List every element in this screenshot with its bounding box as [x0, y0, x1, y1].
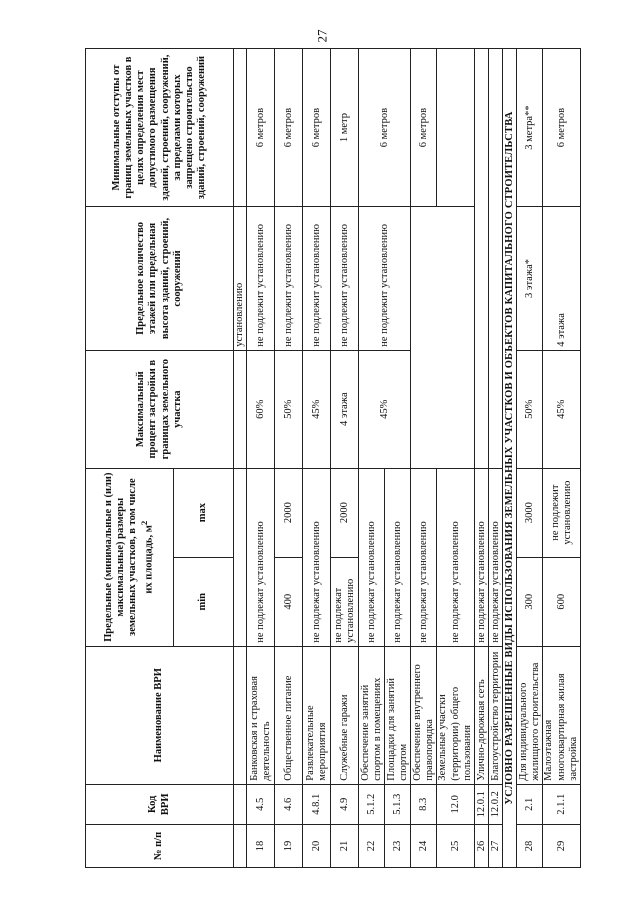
header-setback: Минимальные отступы от границ земельных участков в целях определения мест допустимого размещения зданий, строений, сооружений, за пределами которых запрещено строительство зданий, строений, сооружений: [86, 49, 234, 207]
cell-floors: не подлежит установлению: [331, 207, 359, 351]
header-size-group: Предельные (минимальные и (или) максимальные) размеры земельных участков, в том числе их площадь, $м^2$: [86, 468, 174, 646]
cell-size: не подлежат установлению: [359, 468, 385, 646]
table-row: [247, 49, 275, 868]
table-row: [475, 49, 489, 868]
cell-setback: 3 метра**: [517, 49, 543, 207]
header-min: min: [174, 557, 234, 646]
cell-name: Обеспечение занятий спортом в помещениях: [359, 646, 385, 784]
cell-num: 29: [543, 824, 581, 867]
cell-num: 26: [475, 824, 489, 867]
cell-max: 2000: [275, 468, 303, 557]
section-banner-row: [503, 49, 517, 868]
cell-coverage: 50%: [275, 350, 303, 468]
cell-setback: 6 метров: [247, 49, 275, 207]
table-row: [275, 49, 303, 868]
header-coverage: Максимальный процент застройки в границах земельного участка: [86, 350, 234, 468]
page-number: 27: [314, 29, 330, 43]
cell-floors: установлению: [234, 207, 247, 351]
cell-floors: не подлежит установлению: [359, 207, 411, 351]
cell-coverage: 60%: [247, 350, 275, 468]
cell-num: 19: [275, 824, 303, 867]
cell-floors: не подлежит установлению: [303, 207, 331, 351]
cell-size: не подлежат установлению: [437, 468, 475, 646]
cell-name: Для индивидуального жилищного строительства: [517, 646, 543, 784]
cell-name: Благоустройство территории: [489, 646, 503, 784]
cell-coverage: 4 этажа: [331, 350, 359, 468]
cell-size: не подлежат установлению: [303, 468, 331, 646]
cell-code: 5.1.2: [359, 784, 385, 824]
cell-code: 4.6: [275, 784, 303, 824]
cell-name: Служебные гаражи: [331, 646, 359, 784]
cell-num: 20: [303, 824, 331, 867]
cell-num: 27: [489, 824, 503, 867]
cell-name: Банковская и страховая деятельность: [247, 646, 275, 784]
cell-name: Развлекательные мероприятия: [303, 646, 331, 784]
rotated-table: [85, 48, 579, 868]
cell-name: Малоэтажная многоквартирная жилая застройка: [543, 646, 581, 784]
cell-name: Площадки для занятий спортом: [385, 646, 411, 784]
cell-code: 12.0.2: [489, 784, 503, 824]
zoning-table: [85, 48, 581, 868]
cell-min: не подлежат установлению: [331, 557, 359, 646]
cell-size: не подлежат установлению: [411, 468, 437, 646]
cell-floors: не подлежит установлению: [275, 207, 303, 351]
cell-code: 5.1.3: [385, 784, 411, 824]
cell-coverage: 50%: [517, 350, 543, 468]
cell-code: 12.0: [437, 784, 475, 824]
header-max: max: [174, 468, 234, 557]
cell-size: не подлежат установлению: [489, 468, 503, 646]
cell-max: 3000: [517, 468, 543, 557]
cell-floors: 3 этажа*: [517, 207, 543, 351]
cell-code: 4.8.1: [303, 784, 331, 824]
table-row: [517, 49, 543, 868]
cell-min: 400: [275, 557, 303, 646]
cell-setback: 6 метров: [411, 49, 437, 207]
cell-num: 24: [411, 824, 437, 867]
header-code: Код ВРИ: [86, 784, 234, 824]
cell-num: 21: [331, 824, 359, 867]
cell-coverage: 45%: [543, 350, 581, 468]
table-row: [489, 49, 503, 868]
section-banner: УСЛОВНО РАЗРЕШЕННЫЕ ВИДЫ ИСПОЛЬЗОВАНИЯ ЗЕМЕЛЬНЫХ УЧАСТКОВ И ОБЪЕКТОВ КАПИТАЛЬНОГО СТРОИТЕЛЬСТВА: [503, 49, 517, 868]
table-row: [331, 49, 359, 868]
cell-setback: 6 метров: [303, 49, 331, 207]
table-row: [303, 49, 331, 868]
cell-name: Земельные участки (территории) общего пользования: [437, 646, 475, 784]
cell-coverage: 45%: [359, 350, 411, 468]
cell-setback: 6 метров: [543, 49, 581, 207]
cell-floors: не подлежит установлению: [247, 207, 275, 351]
cell-setback: 6 метров: [359, 49, 411, 207]
table-row: [543, 49, 581, 868]
header-name: Наименование ВРИ: [86, 646, 234, 784]
header-floors: Предельное количество этажей или предельная высота зданий, строений, сооружений: [86, 207, 234, 351]
cell-size: не подлежат установлению: [385, 468, 411, 646]
cell-floors: 4 этажа: [543, 207, 581, 351]
cell-max: 2000: [331, 468, 359, 557]
cell-code: 2.1: [517, 784, 543, 824]
table-row-pre: [234, 49, 247, 868]
cell-setback: 1 метр: [331, 49, 359, 207]
cell-code: 4.9: [331, 784, 359, 824]
cell-num: 22: [359, 824, 385, 867]
cell-min: 600: [543, 557, 581, 646]
table-row: [411, 49, 437, 868]
cell-code: 8.3: [411, 784, 437, 824]
cell-size: не подлежат установлению: [247, 468, 275, 646]
cell-num: 23: [385, 824, 411, 867]
cell-code: 2.1.1: [543, 784, 581, 824]
cell-min: 300: [517, 557, 543, 646]
cell-code: 4.5: [247, 784, 275, 824]
table-row: [359, 49, 385, 868]
cell-num: 28: [517, 824, 543, 867]
cell-setback: 6 метров: [275, 49, 303, 207]
cell-code: 12.0.1: [475, 784, 489, 824]
cell-name: Общественное питание: [275, 646, 303, 784]
cell-size: не подлежат установлению: [475, 468, 489, 646]
header-row: [86, 49, 174, 868]
cell-max: не подлежит установлению: [543, 468, 581, 557]
cell-num: 18: [247, 824, 275, 867]
table-container: [85, 48, 579, 868]
cell-num: 25: [437, 824, 475, 867]
cell-name: Улично-дорожная сеть: [475, 646, 489, 784]
header-num: № п/п: [86, 824, 234, 867]
cell-name: Обеспечение внутреннего правопорядка: [411, 646, 437, 784]
cell-coverage: 45%: [303, 350, 331, 468]
